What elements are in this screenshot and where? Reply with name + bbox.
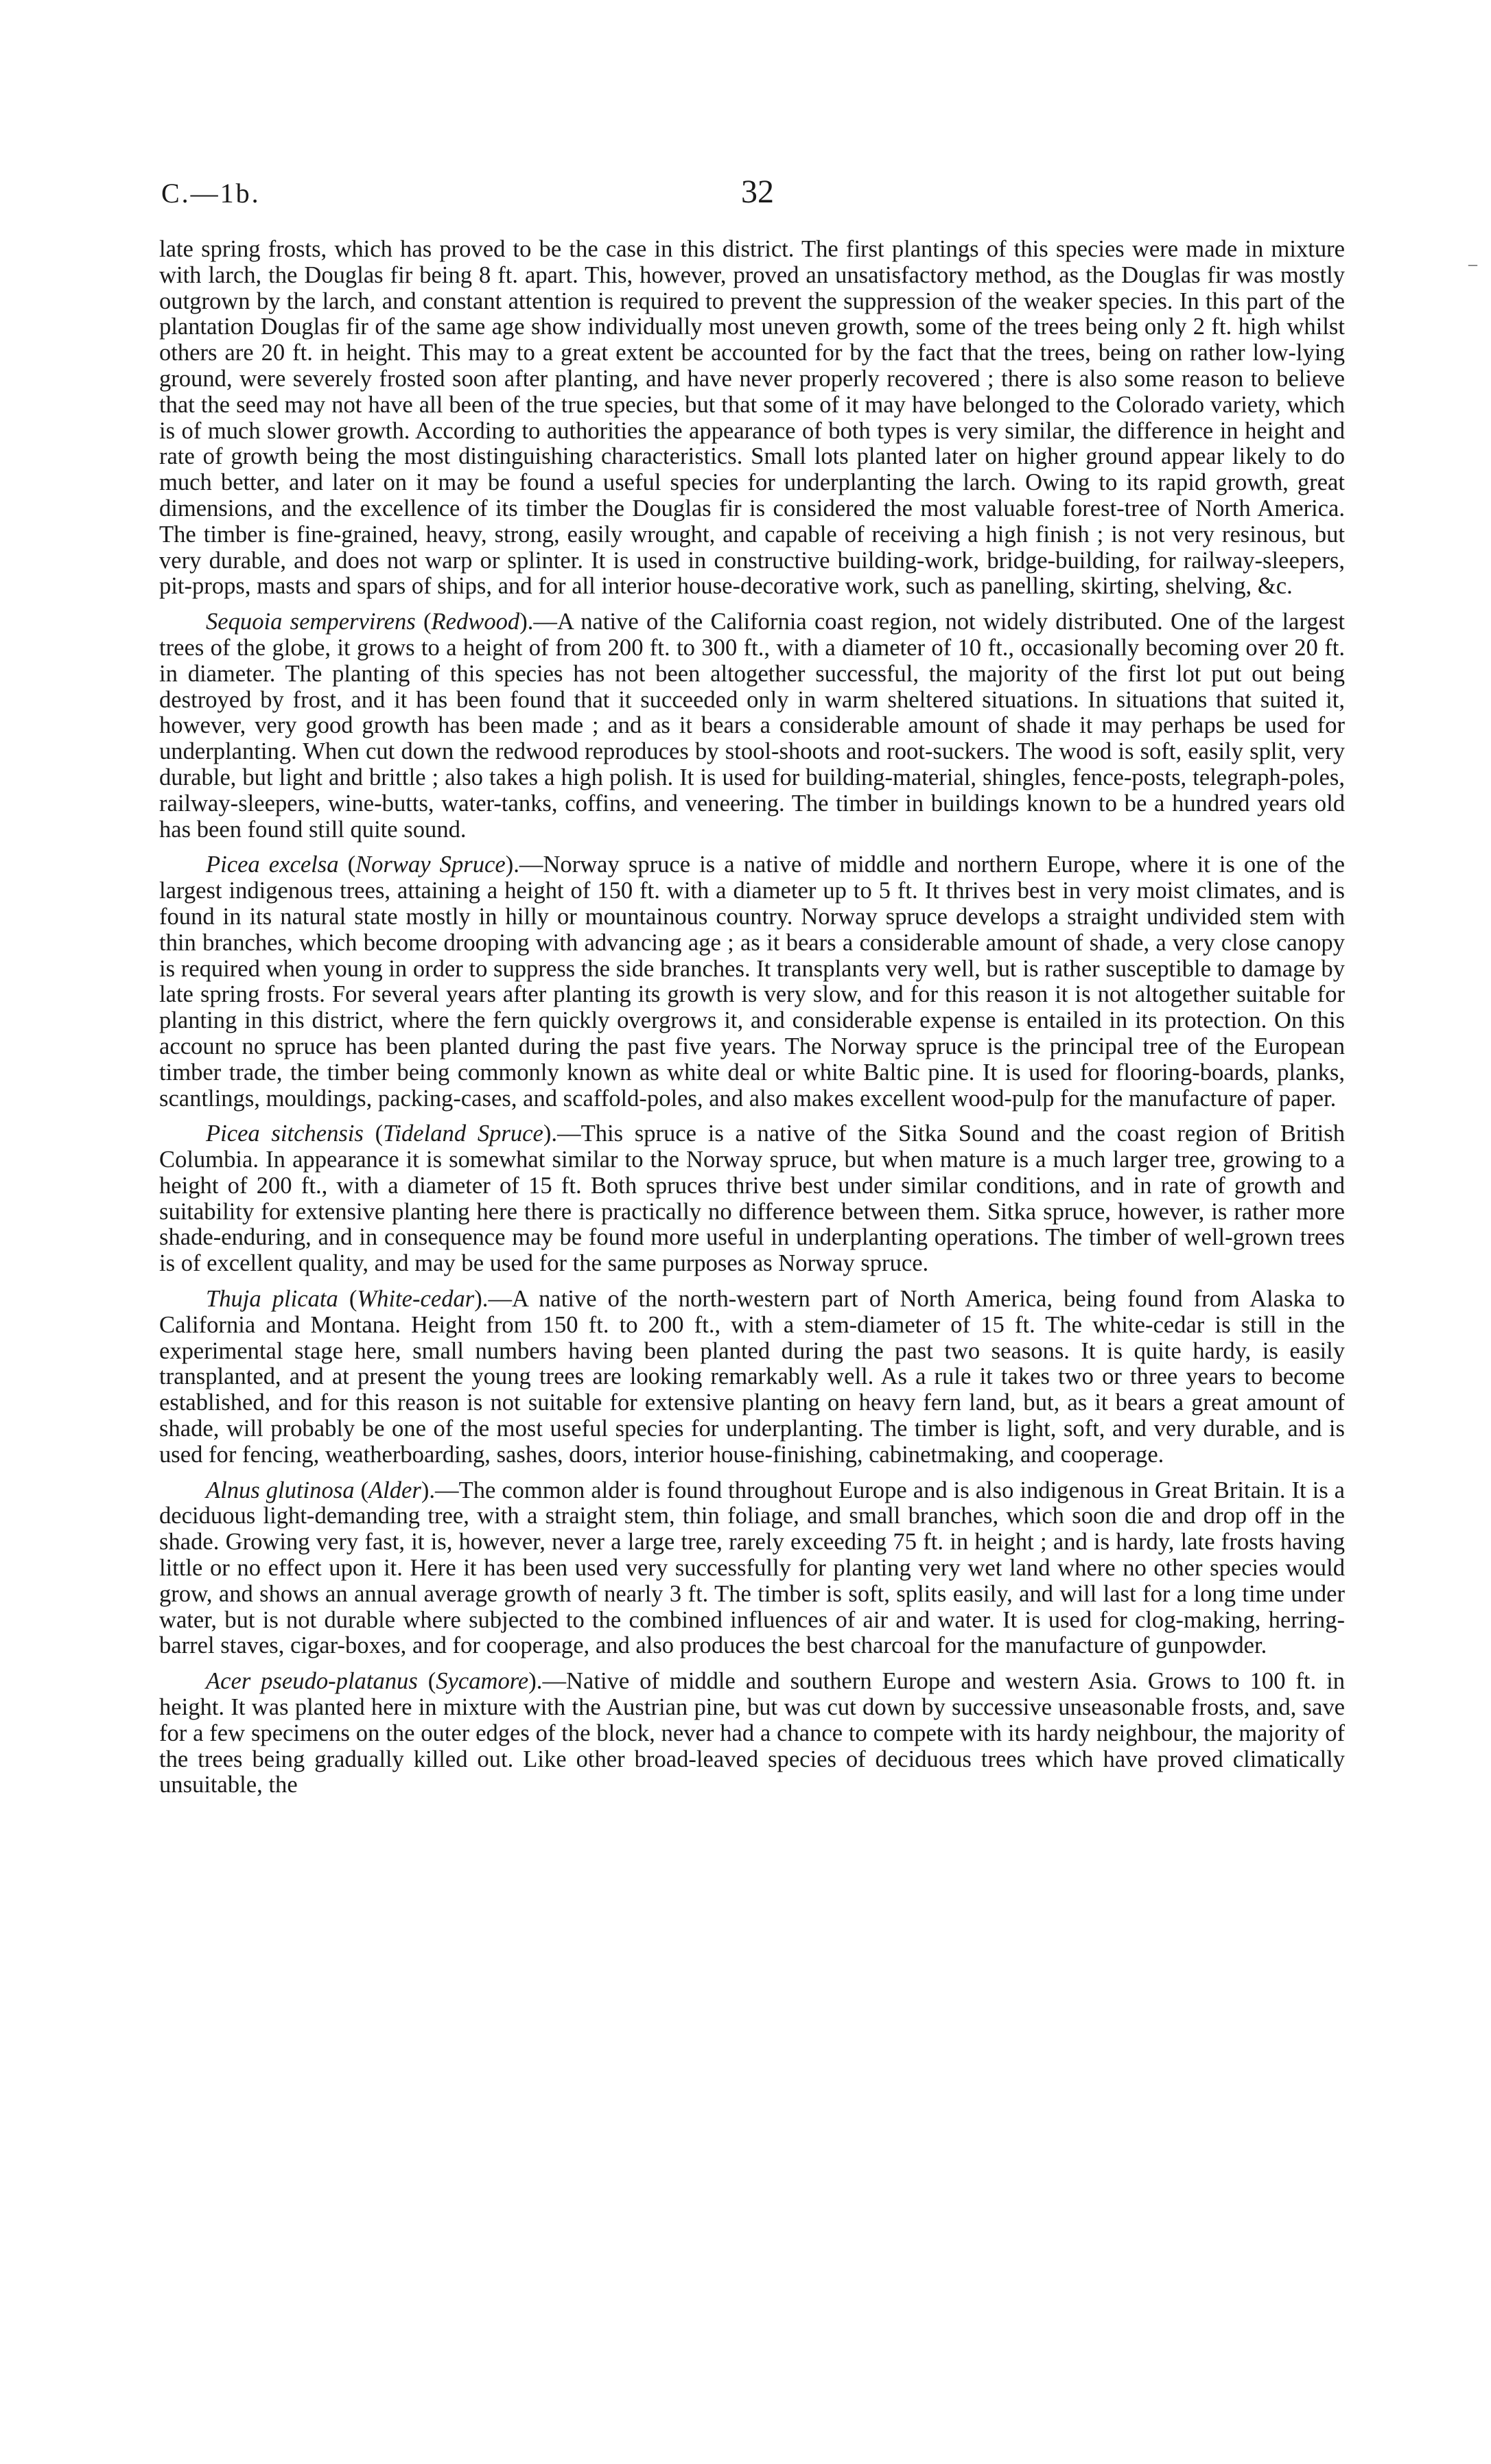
punctuation: ).: [505, 852, 519, 878]
document-reference: C.—1b.: [161, 178, 261, 209]
punctuation: (: [338, 1286, 357, 1313]
paragraph-acer-pseudo-platanus: [159, 1669, 1345, 1798]
punctuation: ).: [519, 609, 534, 635]
punctuation: ).: [543, 1120, 558, 1147]
punctuation: (: [338, 852, 356, 878]
punctuation: (: [417, 1668, 436, 1695]
paragraph-douglas-fir-continued: [159, 237, 1345, 600]
species-name: Thuja plicata: [206, 1286, 338, 1313]
punctuation: (: [363, 1120, 384, 1147]
paragraph-thuja-plicata: [159, 1287, 1345, 1468]
paragraph-text: —A native of the north-western part of North America, being found from Alaska to California and Montana. Height from 150 ft. to 200 ft., with a stem-diameter of 15 ft. The white-cedar is still in the experimental stage here, small numbers having been planted during the past two seasons. It is quite hardy, is easily transplanted, and at present the young trees are looking remarkably well. As a rule it takes two or three years to become established, and for this reason is not suitable for extensive planting on heavy fern land, but, as it bears a great amount of shade, will probably be one of the most useful species for underplanting. The timber is light, soft, and very durable, and is used for fencing, weatherboarding, sashes, doors, interior house-finishing, cabinetmaking, and cooperage.: [159, 1286, 1345, 1468]
common-name: Norway Spruce: [355, 852, 506, 878]
species-name: Picea excelsa: [206, 852, 339, 878]
paragraph-alnus-glutinosa: [159, 1478, 1345, 1660]
paragraph-text: late spring frosts, which has proved to be the case in this district. The first plantings of this species were made in mixture with larch, the Douglas fir being 8 ft. apart. This, however, proved an unsatisfactory method, as the Douglas fir was mostly outgrown by the larch, and constant attention is required to prevent the suppression of the weaker species. In this part of the plantation Douglas fir of the same age show individually most uneven growth, some of the trees being only 2 ft. high whilst others are 20 ft. in height. This may to a great extent be accounted for by the fact that the trees, being on rather low-lying ground, were severely frosted soon after planting, and have never properly recovered ; there is also some reason to believe that the seed may not have all been of the true species, but that some of it may have belonged to the Colorado variety, which is of much slower growth. According to authorities the appearance of both types is very similar, the difference in height and rate of growth being the most distinguishing characteristics. Small lots planted later on higher ground appear likely to do much better, and later on it may be found a useful species for underplanting the larch. Owing to its rapid growth, great dimensions, and the excellence of its timber the Douglas fir is considered the most valuable forest-tree of North America. The timber is fine-grained, heavy, strong, easily wrought, and capable of receiving a high finish ; is not very resinous, but very durable, and does not warp or splinter. It is used in constructive building-work, bridge-building, for railway-sleepers, pit-props, masts and spars of ships, and for all interior house-decorative work, such as panelling, skirting, shelving, &c.: [159, 236, 1345, 600]
paragraph-text: —Norway spruce is a native of middle and northern Europe, where it is one of the largest indigenous trees, attaining a height of 150 ft. with a diameter up to 5 ft. It thrives best in very moist climates, and is found in its natural state mostly in hilly or mountainous country. Norway spruce develops a straight undivided stem with thin branches, which become drooping with advancing age ; as it bears a considerable amount of shade, a very close canopy is required when young in order to suppress the side branches. It transplants very well, but is rather susceptible to damage by late spring frosts. For several years after planting its growth is very slow, and for this reason it is not altogether suitable for planting in this district, where the fern quickly overgrows it, and considerable expense is entailed in its protection. On this account no spruce has been planted during the past five years. The Norway spruce is the principal tree of the European timber trade, the timber being commonly known as white deal or white Baltic pine. It is used for flooring-boards, planks, scantlings, mouldings, packing-cases, and scaffold-poles, and also makes excellent wood-pulp for the manufacture of paper.: [159, 852, 1345, 1112]
species-name: Alnus glutinosa: [206, 1477, 355, 1503]
punctuation: ).: [474, 1286, 489, 1313]
common-name: White-cedar: [357, 1286, 475, 1313]
paragraph-sequoia: [159, 609, 1345, 843]
page-number: 32: [741, 174, 774, 210]
species-name: Picea sitchensis: [206, 1120, 364, 1147]
page-header: [161, 174, 1341, 218]
body-text: [159, 237, 1345, 1808]
margin-mark: –: [1468, 254, 1477, 274]
paragraph-picea-sitchensis: [159, 1121, 1345, 1277]
paragraph-picea-excelsa: [159, 852, 1345, 1112]
punctuation: ).: [421, 1477, 435, 1503]
punctuation: ).: [528, 1668, 543, 1695]
paragraph-text: —The common alder is found throughout Europe and is also indigenous in Great Britain. It is a deciduous light-demanding tree, with a straight stem, thin foliage, and small branches, which soon die and drop off in the shade. Growing very fast, it is, however, never a large tree, rarely exceeding 75 ft. in height ; and is hardy, late frosts having little or no effect upon it. Here it has been used very successfully for planting very wet land where no other species would grow, and shows an annual average growth of nearly 3 ft. The timber is soft, splits easily, and will last for a long time under water, but is not durable where subjected to the combined influences of air and water. It is used for clog-making, herring-barrel staves, cigar-boxes, and for cooperage, and also produces the best charcoal for the manufacture of gunpowder.: [159, 1477, 1345, 1659]
species-name: Sequoia sempervirens: [206, 609, 416, 635]
punctuation: (: [415, 609, 432, 635]
punctuation: (: [354, 1477, 368, 1503]
common-name: Sycamore: [436, 1668, 529, 1695]
common-name: Alder: [368, 1477, 421, 1503]
common-name: Redwood: [431, 609, 520, 635]
common-name: Tideland Spruce: [383, 1120, 543, 1147]
paragraph-text: —This spruce is a native of the Sitka Sound and the coast region of British Columbia. In appearance it is somewhat similar to the Norway spruce, but when mature is a much larger tree, growing to a height of 200 ft., with a diameter of 15 ft. Both spruces thrive best under similar conditions, and in rate of growth and suitability for extensive planting here there is practically no difference between them. Sitka spruce, however, is rather more shade-enduring, and in consequence may be found more useful in underplanting operations. The timber of well-grown trees is of excellent quality, and may be used for the same purposes as Norway spruce.: [159, 1120, 1345, 1277]
species-name: Acer pseudo-platanus: [206, 1668, 418, 1695]
paragraph-text: —A native of the California coast region, not widely distributed. One of the largest trees of the globe, it grows to a height of from 200 ft. to 300 ft., with a diameter of 10 ft., occasionally becoming over 20 ft. in diameter. The planting of this species has not been altogether successful, the majority of the first lot put out being destroyed by frost, and it has been found that it succeeded only in warm sheltered situations. In situations that suited it, however, very good growth has been made ; and as it bears a considerable amount of shade it may perhaps be used for underplanting. When cut down the redwood reproduces by stool-shoots and root-suckers. The wood is soft, easily split, very durable, but light and brittle ; also takes a high polish. It is used for building-material, shingles, fence-posts, telegraph-poles, railway-sleepers, wine-butts, water-tanks, coffins, and veneering. The timber in buildings known to be a hundred years old has been found still quite sound.: [159, 609, 1345, 843]
paragraph-text: —Native of middle and southern Europe and western Asia. Grows to 100 ft. in height. It was planted here in mixture with the Austrian pine, but was cut down by successive unseasonable frosts, and, save for a few specimens on the outer edges of the block, never had a chance to compete with its hardy neighbour, the majority of the trees being gradually killed out. Like other broad-leaved species of deciduous trees which have proved climatically unsuitable, the: [159, 1668, 1345, 1798]
